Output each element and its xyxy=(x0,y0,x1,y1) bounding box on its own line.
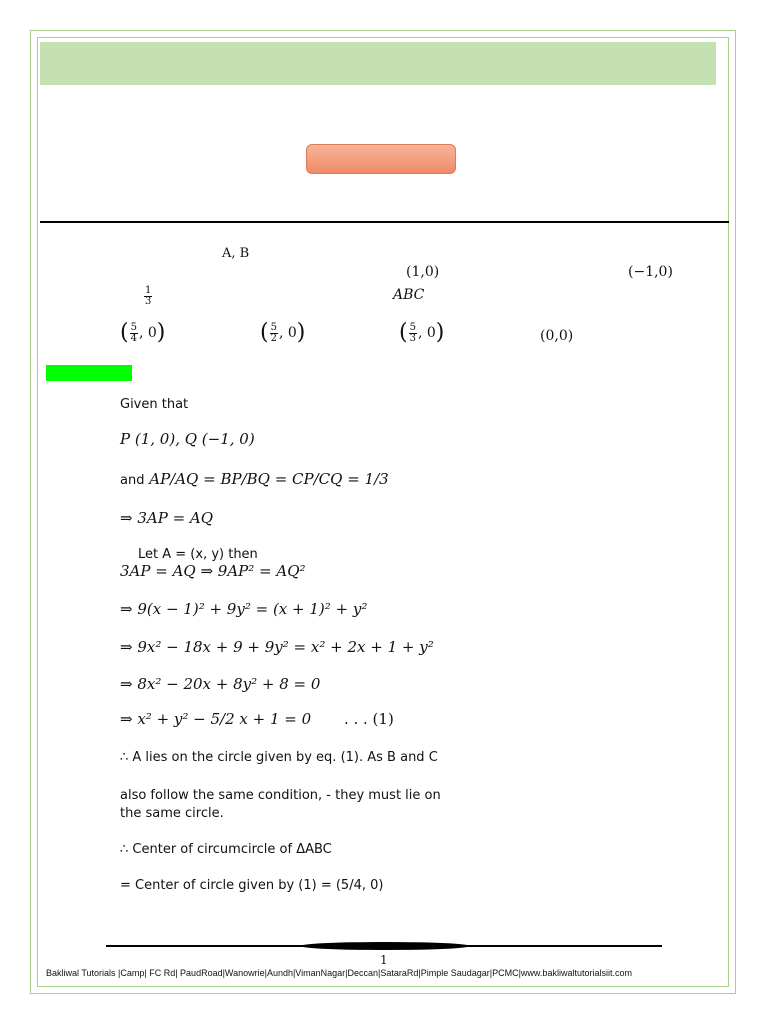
question-point-p: (1,0) xyxy=(406,264,440,280)
option-c: ( $\frac{5}{3}$ , 0) xyxy=(399,320,445,345)
footer-line xyxy=(106,945,662,947)
solution-step5: ⇒ 8x² − 20x + 8y² + 8 = 0 xyxy=(120,675,321,693)
answer-highlight xyxy=(46,365,132,381)
step6-tag: . . . (1) xyxy=(343,710,394,728)
ratio-prefix: and xyxy=(120,473,145,488)
solution-conclusion3: the same circle. xyxy=(120,806,224,821)
option-a: ( $\frac{5}{4}$ , 0) xyxy=(120,320,166,345)
question-ratio xyxy=(143,286,153,307)
footer-text: Bakliwal Tutorials |Camp| FC Rd| PaudRoad|Wanowrie|Aundh|VimanNagar|Deccan|SataraRd|Pimple Saudagar|PCMC|www.bakliwaltutorialsiit.com xyxy=(46,968,632,978)
solution-step3: ⇒ 9(x − 1)² + 9y² = (x + 1)² + y² xyxy=(120,600,368,618)
solution-let: Let A = (x, y) then xyxy=(138,547,258,562)
solution-points: P (1, 0), Q (−1, 0) xyxy=(120,430,255,448)
header-band xyxy=(40,42,716,85)
solution-conclusion2: also follow the same condition, - they must lie on xyxy=(120,788,441,803)
header-rule xyxy=(40,221,729,223)
solution-step6 xyxy=(120,710,394,728)
solution-step4: ⇒ 9x² − 18x + 9 + 9y² = x² + 2x + 1 + y² xyxy=(120,638,434,656)
page-number: 1 xyxy=(380,953,388,967)
solution-conclusion4: ∴ Center of circumcircle of ΔABC xyxy=(120,842,332,857)
question-triangle: ABC xyxy=(393,287,425,303)
solution-conclusion1: ∴ A lies on the circle given by eq. (1). As B and C xyxy=(120,750,438,765)
ratio-denominator: 3 xyxy=(145,296,152,307)
ratio-expression: AP/AQ = BP/BQ = CP/CQ = 1/3 xyxy=(149,470,389,488)
solution-conclusion5: = Center of circle given by (1) = (5/4, 0) xyxy=(120,878,384,893)
solution-step1: ⇒ 3AP = AQ xyxy=(120,509,214,527)
solution-step2: 3AP = AQ ⇒ 9AP² = AQ² xyxy=(120,562,306,580)
question-points-label: A, B xyxy=(222,246,250,261)
option-b: ( $\frac{5}{2}$ , 0) xyxy=(260,320,306,345)
solution-ratio xyxy=(120,470,389,488)
step6-equation: ⇒ x² + y² − 5/2 x + 1 = 0 xyxy=(120,710,312,728)
title-pill xyxy=(306,144,456,174)
question-point-q: (−1,0) xyxy=(628,264,673,280)
ratio-numerator: 1 xyxy=(145,285,152,296)
option-d: (0,0) xyxy=(540,328,574,344)
solution-given: Given that xyxy=(120,397,189,412)
